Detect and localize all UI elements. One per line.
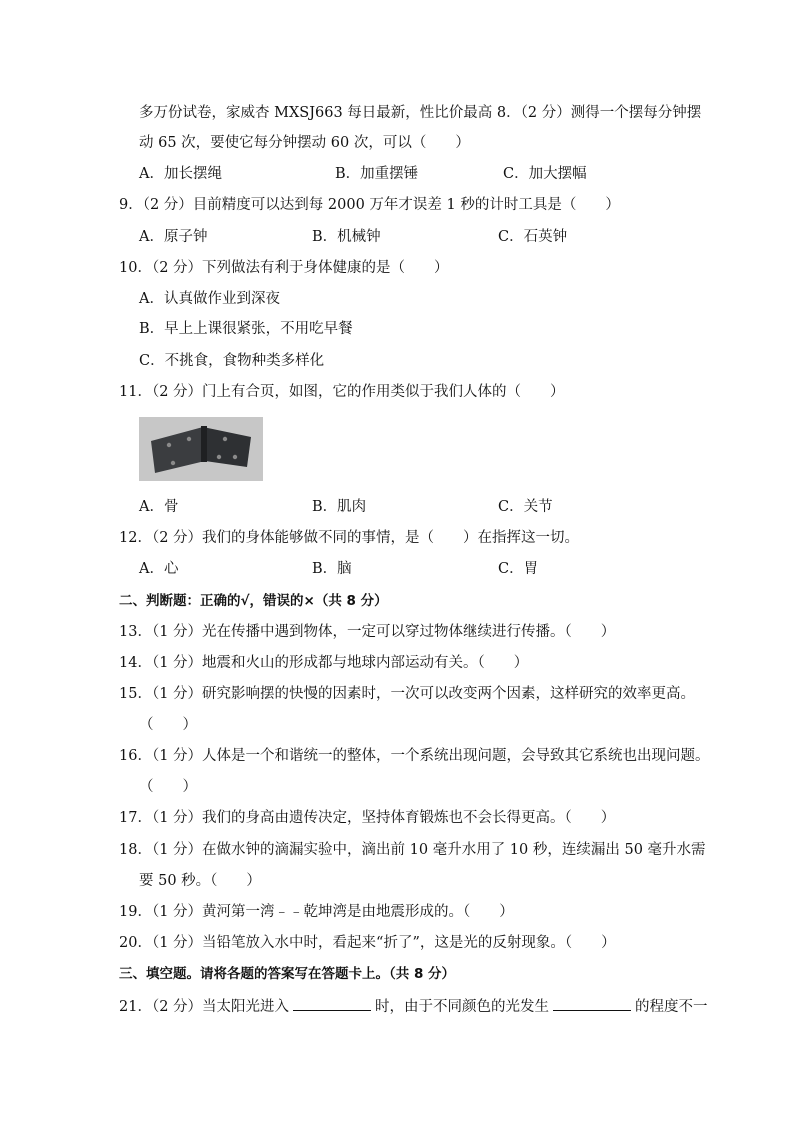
q21-part-b: 时，由于不同颜色的光发生 [375,999,550,1015]
q8-option-a: A．加长摆绳 [139,166,222,182]
q12-option-a: A．心 [139,561,179,577]
q12-text: 12．（2 分）我们的身体能够做不同的事情，是（ ）在指挥这一切。 [119,530,580,546]
section2-title: 二、判断题：正确的√，错误的×（共 8 分） [119,593,388,609]
q9-option-b: B．机械钟 [312,229,381,245]
q8-option-b: B．加重摆锤 [335,166,419,182]
hinge-figure [139,417,263,481]
q18-cont: 要 50 秒。（ ） [139,873,261,889]
q15-paren: （ ） [139,717,197,733]
q16-text: 16．（1 分）人体是一个和谐统一的整体，一个系统出现问题，会导致其它系统也出现问题。 [119,748,710,764]
q21-text [119,996,708,1017]
q8-option-c: C．加大摆幅 [503,166,587,182]
q21-blank-1[interactable] [293,996,371,1011]
q11-option-c: C．关节 [498,499,553,515]
q20-text: 20．（1 分）当铅笔放入水中时，看起来“折了”，这是光的反射现象。（ ） [119,935,616,951]
q10-option-c: C．不挑食，食物种类多样化 [139,353,325,369]
q9-option-a: A．原子钟 [139,229,208,245]
door-hinge-icon [139,417,263,481]
q9-text: 9．（2 分）目前精度可以达到每 2000 万年才误差 1 秒的计时工具是（ ） [119,197,620,213]
q14-text: 14．（1 分）地震和火山的形成都与地球内部运动有关。（ ） [119,655,529,671]
q8-line1: 多万份试卷，家威杏 MXSJ663 每日最新，性比价最高 8．（2 分）测得一个摆每分钟摆 [139,105,702,121]
q9-option-c: C．石英钟 [498,229,568,245]
section3-title: 三、填空题。请将各题的答案写在答题卡上。（共 8 分） [119,966,456,982]
q12-option-b: B．脑 [312,561,352,577]
q8-line2: 动 65 次，要使它每分钟摆动 60 次，可以（ ） [139,135,470,151]
q17-text: 17．（1 分）我们的身高由遗传决定，坚持体育锻炼也不会长得更高。（ ） [119,810,616,826]
q19-text: 19．（1 分）黄河第一湾﹣﹣乾坤湾是由地震形成的。（ ） [119,904,514,920]
q15-text: 15．（1 分）研究影响摆的快慢的因素时，一次可以改变两个因素，这样研究的效率更高。 [119,686,696,702]
q16-paren: （ ） [139,779,197,795]
q21-blank-2[interactable] [553,996,631,1011]
q21-part-a: 21．（2 分）当太阳光进入 [119,999,290,1015]
q10-option-b: B．早上上课很紧张，不用吃早餐 [139,321,353,337]
q10-option-a: A．认真做作业到深夜 [139,291,280,307]
q13-text: 13．（1 分）光在传播中遇到物体，一定可以穿过物体继续进行传播。（ ） [119,624,616,640]
q11-option-a: A．骨 [139,499,179,515]
q11-text: 11．（2 分）门上有合页，如图，它的作用类似于我们人体的（ ） [119,384,565,400]
q10-text: 10．（2 分）下列做法有利于身体健康的是（ ） [119,260,449,276]
q21-part-c: 的程度不一 [635,999,708,1015]
q11-option-b: B．肌肉 [312,499,367,515]
q18-text: 18．（1 分）在做水钟的滴漏实验中，滴出前 10 毫升水用了 10 秒，连续漏出 50 毫升水需 [119,842,706,858]
q12-option-c: C．胃 [498,561,539,577]
